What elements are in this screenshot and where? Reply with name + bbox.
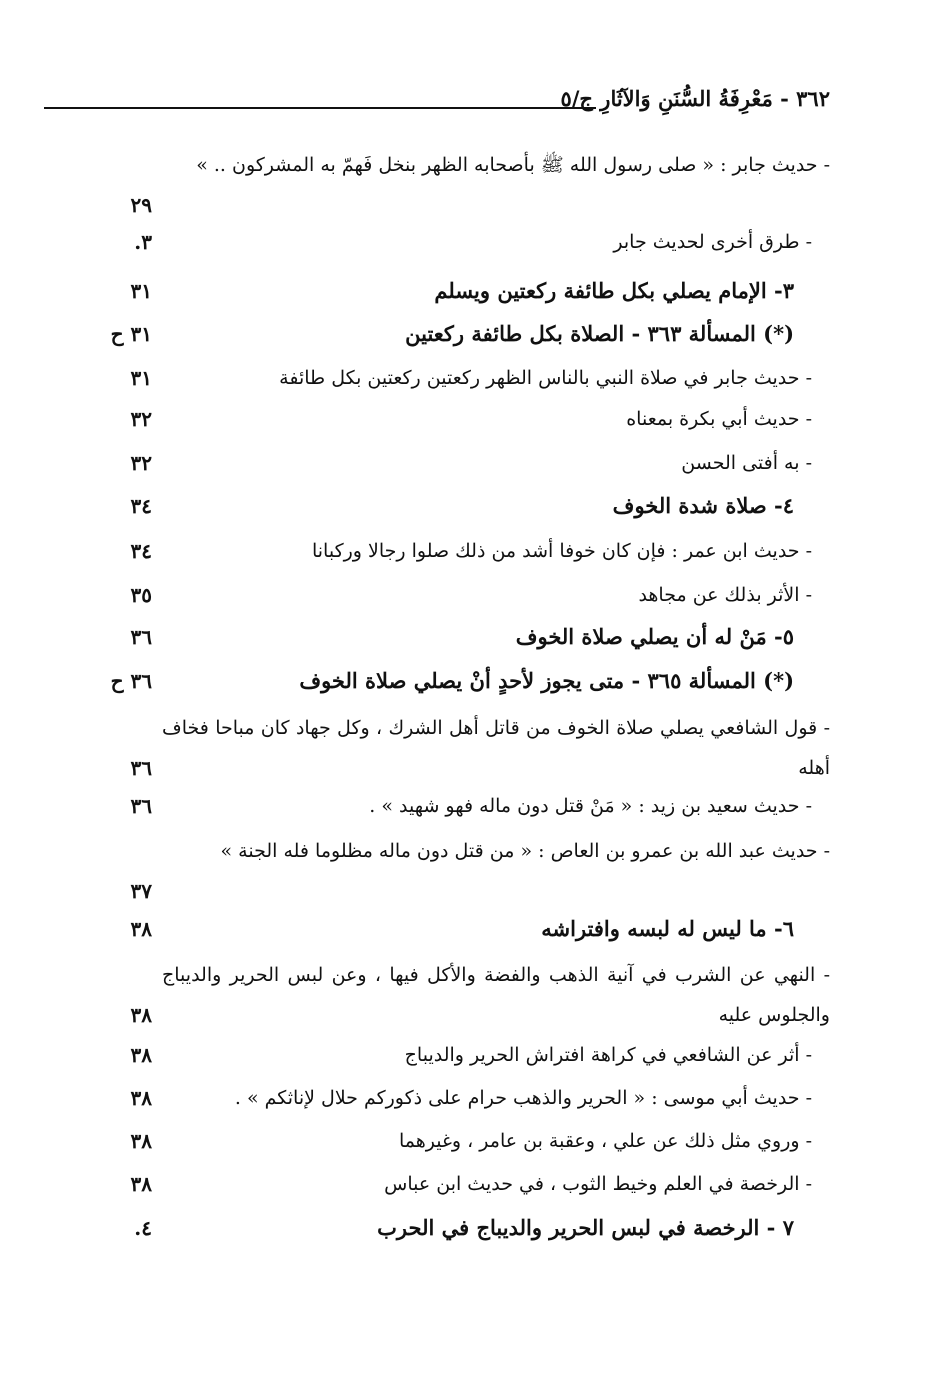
header-rule bbox=[44, 107, 596, 109]
entry-page-number: ٢٩ bbox=[130, 193, 152, 217]
entry-text: - طرق أخرى لحديث جابر bbox=[613, 231, 812, 253]
entry-text: - حديث سعيد بن زيد : « مَنْ قتل دون ماله فهو شهيد » . bbox=[369, 795, 812, 817]
toc-entry bbox=[0, 708, 952, 788]
entry-text: - الرخصة في العلم وخيط الثوب ، في حديث ابن عباس bbox=[384, 1173, 812, 1195]
entry-page-number: ٣٦ bbox=[130, 756, 152, 780]
toc-issue-heading bbox=[0, 314, 952, 354]
toc-entry bbox=[0, 1078, 952, 1118]
entry-page-number: ٣٢ bbox=[130, 407, 152, 431]
entry-text: - النهي عن الشرب في آنية الذهب والفضة والأكل فيها ، وعن لبس الحرير والديباج والجلوس عليه bbox=[162, 964, 830, 1026]
section-heading: ٧ - الرخصة في لبس الحرير والديباج في الحرب bbox=[377, 1215, 794, 1240]
entry-page-number: ٣٨ bbox=[130, 1172, 152, 1196]
entry-page-number: ٣٨ bbox=[130, 917, 152, 941]
entry-page-number: ٣١ ح bbox=[110, 322, 152, 346]
entry-page-number: ٣. bbox=[134, 230, 152, 254]
toc-section-heading bbox=[0, 486, 952, 526]
entry-page-number: ٣٧ bbox=[130, 879, 152, 903]
issue-heading: (*) المسألة ٣٦٥ - متى يجوز لأحدٍ أنْ يصلي صلاة الخوف bbox=[299, 668, 794, 693]
toc-entry bbox=[0, 443, 952, 483]
entry-page-number: ٣٦ ح bbox=[110, 669, 152, 693]
entry-text: - قول الشافعي يصلي صلاة الخوف من قاتل أهل الشرك ، وكل جهاد كان مباحا فخاف أهله bbox=[162, 717, 830, 779]
toc-entry bbox=[0, 831, 952, 911]
entry-page-number: ٣٦ bbox=[130, 625, 152, 649]
entry-page-number: ٣٨ bbox=[130, 1086, 152, 1110]
entry-page-number: ٣٤ bbox=[130, 539, 152, 563]
section-heading: ٥- مَنْ له أن يصلي صلاة الخوف bbox=[515, 624, 794, 649]
entry-text: - به أفتى الحسن bbox=[681, 452, 812, 474]
toc-entry bbox=[0, 786, 952, 826]
header-title: ٣٦٢ - مَعْرِفَةُ السُّنَنِ وَالآثَارِ ج/٥ bbox=[560, 86, 830, 111]
entry-text: - حديث عبد الله بن عمرو بن العاص : « من قتل دون ماله مظلوما فله الجنة » bbox=[220, 840, 830, 862]
entry-page-number: ٣٨ bbox=[130, 1003, 152, 1027]
toc-entry bbox=[0, 531, 952, 571]
entry-text: - حديث ابن عمر : فإن كان خوفا أشد من ذلك صلوا رجالا وركبانا bbox=[311, 540, 812, 562]
toc-entry bbox=[0, 399, 952, 439]
entry-page-number: ٣٢ bbox=[130, 451, 152, 475]
entry-text: - حديث أبي موسى : « الحرير والذهب حرام على ذكوركم حلال لإناثكم » . bbox=[234, 1087, 812, 1109]
entry-page-number: ٣٤ bbox=[130, 494, 152, 518]
toc-section-heading bbox=[0, 1208, 952, 1248]
toc-section-heading bbox=[0, 617, 952, 657]
issue-heading: (*) المسألة ٣٦٣ - الصلاة بكل طائفة ركعتين bbox=[405, 321, 794, 346]
entry-page-number: ٤. bbox=[134, 1216, 152, 1240]
running-header bbox=[0, 86, 952, 116]
toc-entry bbox=[0, 145, 952, 225]
toc-section-heading bbox=[0, 909, 952, 949]
entry-text: - حديث جابر : « صلى رسول الله ﷺ بأصحابه الظهر بنخل فَهمّ به المشركون .. » bbox=[196, 154, 830, 176]
toc-entry bbox=[0, 1035, 952, 1075]
section-heading: ٦- ما ليس له لبسه وافتراشه bbox=[541, 916, 794, 941]
toc-entry bbox=[0, 1121, 952, 1161]
toc-entry bbox=[0, 358, 952, 398]
section-heading: ٣- الإمام يصلي بكل طائفة ركعتين ويسلم bbox=[434, 278, 794, 303]
toc-entry bbox=[0, 1164, 952, 1204]
toc-entry bbox=[0, 575, 952, 615]
entry-page-number: ٣١ bbox=[130, 279, 152, 303]
entry-page-number: ٣١ bbox=[130, 366, 152, 390]
entry-page-number: ٣٦ bbox=[130, 794, 152, 818]
section-heading: ٤- صلاة شدة الخوف bbox=[612, 493, 794, 518]
toc-section-heading bbox=[0, 271, 952, 311]
toc-entry bbox=[0, 222, 952, 262]
toc-entry bbox=[0, 955, 952, 1035]
entry-page-number: ٣٨ bbox=[130, 1129, 152, 1153]
toc-issue-heading bbox=[0, 661, 952, 701]
entry-text: - أثر عن الشافعي في كراهة افتراش الحرير والديباج bbox=[404, 1044, 812, 1066]
entry-page-number: ٣٨ bbox=[130, 1043, 152, 1067]
entry-text: - وروي مثل ذلك عن علي ، وعقبة بن عامر ، وغيرهما bbox=[398, 1130, 812, 1152]
entry-text: - حديث أبي بكرة بمعناه bbox=[626, 408, 812, 430]
entry-text: - الأثر بذلك عن مجاهد bbox=[638, 584, 812, 606]
entry-text: - حديث جابر في صلاة النبي بالناس الظهر ركعتين ركعتين بكل طائفة bbox=[279, 367, 812, 389]
entry-page-number: ٣٥ bbox=[130, 583, 152, 607]
